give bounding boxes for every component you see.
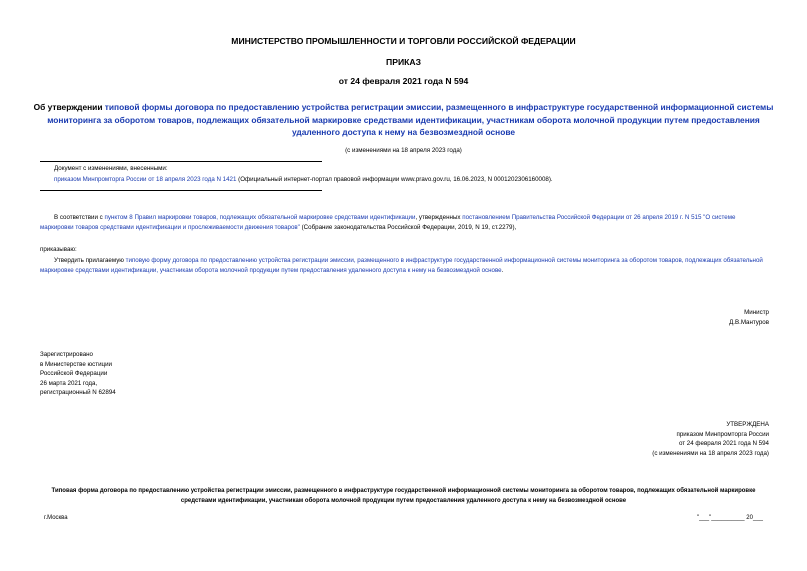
amendment-note: (с изменениями на 18 апреля 2023 года) [345,147,462,154]
registration-line: 26 марта 2021 года, [40,379,98,387]
amending-order-link[interactable]: приказом Минпромторга России от 18 апреля 2023 года N 1421 [54,176,237,183]
document-date-number: от 24 февраля 2021 года N 594 [338,76,469,86]
approve-paragraph [40,256,770,276]
typical-form-title: Типовая форма договора по предоставлению устройства регистрации эмиссии, размещенного в инфраструктуре государственной информационной системы мониторинга за оборотом товаров, подлежащих обязательной маркировке средствами идентификации, участникам оборота молочной продукции путем предоставления удаленного доступа к нему на безвозмездной основе [51,488,756,504]
signature-name: Д.В.Мантуров [729,319,769,326]
rules-point-link[interactable]: пунктом 8 Правил маркировки товаров, подлежащих обязательной маркировке средствами идентификации [104,214,416,221]
document-type: ПРИКАЗ [386,57,421,67]
registration-line: регистрационный N 62894 [40,389,116,397]
registration-line: Российской Федерации [40,370,108,378]
government-decree-link[interactable]: постановлением Правительства Российской Федерации от 26 апреля 2019 г. N 515 "О системе маркировки товаров средствами идентификации и прослеживаемости движения товаров" [40,214,736,232]
approve-text-1: Утвердить прилагаемую [54,257,126,264]
preamble-text-3: (Собрание законодательства Российской Федерации, 2019, N 19, ст.2279), [299,224,517,232]
approved-line: приказом Минпромторга России [676,430,769,438]
changes-box-bottom-rule [40,190,322,191]
preamble-text-2: , утвержденных [415,214,463,221]
approved-line: (с изменениями на 18 апреля 2023 года) [652,449,769,457]
approve-text-2: . [501,267,504,275]
order-word: приказываю: [40,246,77,253]
registration-line: в Министерстве юстиции [40,360,113,368]
approved-line: УТВЕРЖДЕНА [726,421,769,428]
changes-box-heading: Документ с изменениями, внесенными: [54,165,168,172]
title-prefix: Об утверждении [33,102,105,112]
signature-role: Министр [744,309,769,316]
amending-order-source: (Официальный интернет-портал правовой информации www.pravo.gov.ru, 16.06.2023, N 0001202306160008). [236,176,553,183]
approved-line: от 24 февраля 2021 года N 594 [678,440,769,448]
preamble-paragraph [40,213,770,233]
changes-box-top-rule [40,161,322,162]
ministry-heading: МИНИСТЕРСТВО ПРОМЫШЛЕННОСТИ И ТОРГОВЛИ РОССИЙСКОЙ ФЕДЕРАЦИИ [231,36,576,46]
registration-line: Зарегистрировано [40,351,93,358]
approved-form-link[interactable]: типовую форму договора по предоставлению устройства регистрации эмиссии, размещенного в инфраструктуре государственной информационной системы мониторинга за оборотом товаров, подлежащих обязательной маркировке средствами идентификации, участникам оборота молочной продукции путем предоставления удаленного доступа к нему на безвозмездной основе [40,257,763,275]
document-title [30,101,777,139]
preamble-text-1: В соответствии с [54,214,105,221]
contract-city: г.Москва [44,515,68,521]
approved-block [509,420,769,458]
title-form-link[interactable]: типовой формы договора по предоставлению устройства регистрации эмиссии, размещенного в инфраструктуре государственной информационной системы мониторинга за оборотом товаров, подлежащих обязательной маркировке средствами идентификации, участникам оборота молочной продукции путем предоставления удаленного доступа к нему на безвозмездной основе [47,102,774,138]
changes-box-text [54,175,774,185]
contract-date-blank: "___"__________ 20___ [697,515,763,521]
registration-block [40,350,240,398]
